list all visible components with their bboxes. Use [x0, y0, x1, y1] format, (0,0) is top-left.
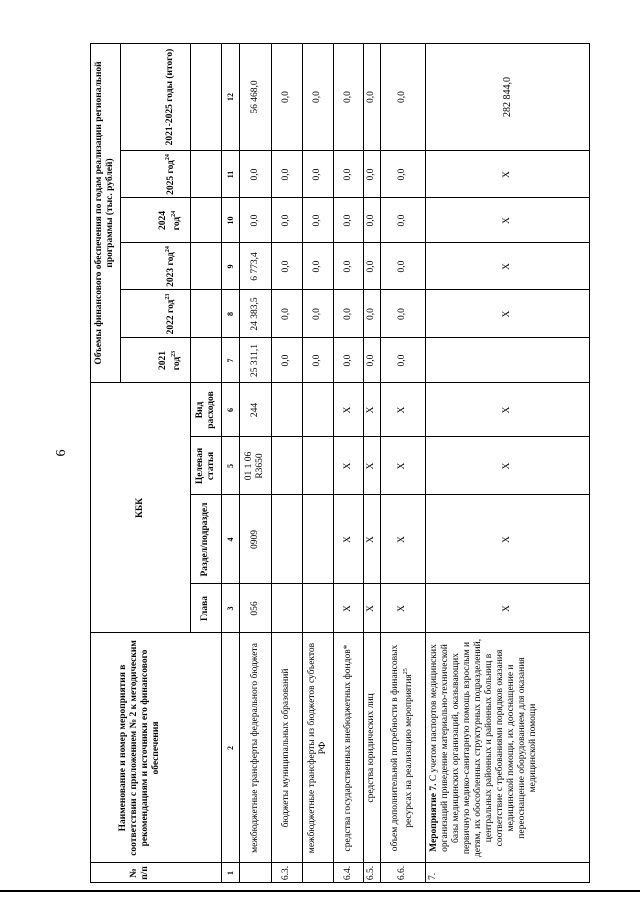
- row-6-no: 6.6.: [397, 865, 407, 881]
- header-name: Наименование и номер мероприятия в соответствии с приложением № 2 к методическим рекомендациям и источники его финансового обеспечения: [118, 640, 161, 856]
- header-section: Раздел/подраздел: [200, 502, 210, 577]
- row-7-section: X: [502, 536, 512, 543]
- row-5-no: 6.5.: [366, 865, 376, 881]
- row-7-2023: X: [502, 263, 512, 270]
- col-num-4: 4: [225, 537, 235, 542]
- header-2022-text: 2022 год: [166, 299, 177, 335]
- row-5-section: X: [366, 536, 376, 543]
- row-1-expense: 244: [249, 402, 260, 418]
- col-num-7: 7: [225, 358, 235, 363]
- row-5-2025: 0,0: [366, 168, 376, 181]
- header-kbk: КБК: [134, 497, 145, 519]
- row-1-2022: 24 383,5: [249, 297, 260, 331]
- header-2024: [120, 198, 221, 243]
- header-2021-sup: 23: [170, 350, 177, 357]
- row-5-name: средства юридических лиц: [366, 693, 376, 803]
- row-1-target: 01 1 06 R3650: [244, 451, 265, 481]
- row-2-total: 0,0: [281, 91, 291, 103]
- page-number: 6: [54, 449, 69, 457]
- header-total: 2021-2025 годы (итого): [165, 48, 175, 146]
- row-6-name: объем дополнительной потребности в финансовых ресурсах на реализацию мероприятия: [389, 644, 415, 852]
- col-num-3: 3: [225, 606, 235, 611]
- row-5-2023: 0,0: [366, 260, 376, 273]
- row-4-no: 6.4.: [342, 865, 353, 881]
- row-3-2025: 0,0: [312, 168, 322, 181]
- row-4-2023: 0,0: [342, 260, 353, 273]
- row-2-2022: 0,0: [281, 308, 291, 320]
- header-2024-sup: 24: [170, 210, 177, 217]
- row-7-target: X: [502, 462, 512, 470]
- row-4-target: X: [342, 462, 353, 470]
- row-2-2025: 0,0: [281, 168, 291, 181]
- col-num-1: 1: [225, 871, 235, 875]
- row-1-name: межбюджетные трансферты федерального бюджета: [249, 643, 260, 853]
- header-2022: [120, 290, 221, 338]
- row-7-2025: X: [502, 171, 512, 178]
- row-3-2023: 0,0: [312, 260, 322, 273]
- col-num-9: 9: [225, 264, 235, 269]
- row-4-total: 0,0: [342, 91, 353, 103]
- header-2021-text: 2021 год: [157, 351, 183, 371]
- row-4-2022: 0,0: [342, 308, 353, 320]
- row-1-total: 56 468,0: [249, 80, 260, 114]
- row-4-name: средства государственных внебюджетных фондов*: [342, 644, 353, 852]
- header-no: № п/п: [129, 866, 150, 880]
- row-4-2021: 0,0: [342, 354, 353, 367]
- row-5-target: X: [366, 462, 376, 470]
- page-bottom-rule: [0, 890, 640, 892]
- row-5-chapter: X: [366, 605, 376, 612]
- row-1-section: 0909: [249, 530, 260, 549]
- header-2023-text: 2023 год: [166, 252, 177, 287]
- row-7-name: С учетом паспортов медицинских организаций приведение материально-технической базы медицинских организаций, оказывающих первичную медико-санитарную помощь взрослым и детям, их обособленных структурных подразделений, центральных районных и районных больниц в соответствие с требованиями порядков оказания медицинской помощи, их дооснащение и переоснащение оборудованием для оказания медицинской помощи: [429, 638, 538, 858]
- col-num-11: 11: [225, 170, 235, 179]
- row-6-2023: 0,0: [397, 260, 407, 273]
- row-7-2021: [425, 338, 590, 383]
- col-num-2: 2: [225, 746, 235, 750]
- col-num-8: 8: [225, 312, 235, 316]
- row-4-chapter: X: [342, 605, 353, 612]
- row-1-2023: 6 773,4: [249, 252, 260, 281]
- row-6-section: X: [397, 536, 407, 543]
- row-6-name-cell: [380, 633, 425, 863]
- header-2023-sup: 24: [165, 246, 172, 253]
- header-target: Целевая статья: [194, 447, 216, 485]
- row-6-expense: X: [397, 406, 407, 414]
- row-5-2021: 0,0: [366, 354, 376, 367]
- col-num-5: 5: [225, 464, 235, 468]
- row-1-2025: 0,0: [249, 168, 260, 181]
- row-2-2023: 0,0: [281, 260, 291, 273]
- row-4-2024: 0,0: [342, 214, 353, 227]
- row-2-no: 6.3.: [281, 865, 291, 881]
- header-expense: Вид расходов: [194, 391, 216, 429]
- header-2023: [120, 243, 221, 290]
- row-3-2022: 0,0: [312, 308, 322, 320]
- row-7-no: 7.: [428, 872, 438, 880]
- row-7-2024: X: [502, 217, 512, 224]
- row-5-total: 0,0: [366, 91, 376, 103]
- header-chapter: Глава: [200, 596, 210, 621]
- row-1-2024: 0,0: [249, 214, 260, 227]
- header-funding: Объемы финансового обеспечения по годам реализации региональной программы (тыс. рублей): [94, 61, 115, 365]
- row-6-2022: 0,0: [397, 308, 407, 320]
- row-6-name-sup: 25: [402, 668, 409, 675]
- row-4-expense: X: [342, 406, 353, 414]
- row-6-target: X: [397, 462, 407, 470]
- col-num-6: 6: [225, 408, 235, 412]
- row-7-expense: X: [502, 406, 512, 414]
- row-2-name: бюджеты муниципальных образований: [281, 668, 291, 828]
- row-4-2025: 0,0: [342, 168, 353, 181]
- row-6-2024: 0,0: [397, 214, 407, 227]
- row-7-total: 282 844,0: [502, 77, 513, 117]
- row-7-chapter: X: [502, 605, 512, 612]
- row-5-expense: X: [366, 406, 376, 414]
- row-2-2024: 0,0: [281, 214, 291, 227]
- row-6-total: 0,0: [397, 91, 407, 103]
- rotated-table: [90, 43, 590, 883]
- row-5-2024: 0,0: [366, 214, 376, 227]
- row-7-name-cell: [425, 633, 590, 863]
- row-1-2021: 25 311,1: [249, 344, 260, 377]
- header-2022-sup: 23: [165, 293, 172, 300]
- header-2025-text: 2025 год: [166, 160, 177, 195]
- row-4-section: X: [342, 536, 353, 543]
- header-2025: [120, 151, 221, 198]
- row-7-2022: X: [502, 310, 512, 318]
- header-2025-sup: 24: [165, 154, 172, 161]
- header-2021: [120, 338, 221, 383]
- header-2024-text: 2024 год: [157, 211, 183, 231]
- col-num-12: 12: [225, 93, 235, 101]
- row-3-total: 0,0: [312, 91, 322, 103]
- row-1-chapter: 056: [249, 601, 260, 616]
- row-6-chapter: X: [397, 605, 407, 612]
- col-num-10: 10: [225, 216, 235, 225]
- row-7-name-bold: Мероприятие 7.: [429, 783, 439, 852]
- row-3-2021: 0,0: [312, 354, 322, 367]
- row-3-2024: 0,0: [312, 214, 322, 227]
- row-6-2025: 0,0: [397, 168, 407, 181]
- row-6-2021: 0,0: [397, 354, 407, 367]
- row-2-2021: 0,0: [281, 354, 291, 367]
- row-5-2022: 0,0: [366, 308, 376, 320]
- row-3-name: межбюджетные трансферты из бюджетов субъектов РФ: [306, 642, 328, 854]
- row-1-no: [239, 863, 271, 883]
